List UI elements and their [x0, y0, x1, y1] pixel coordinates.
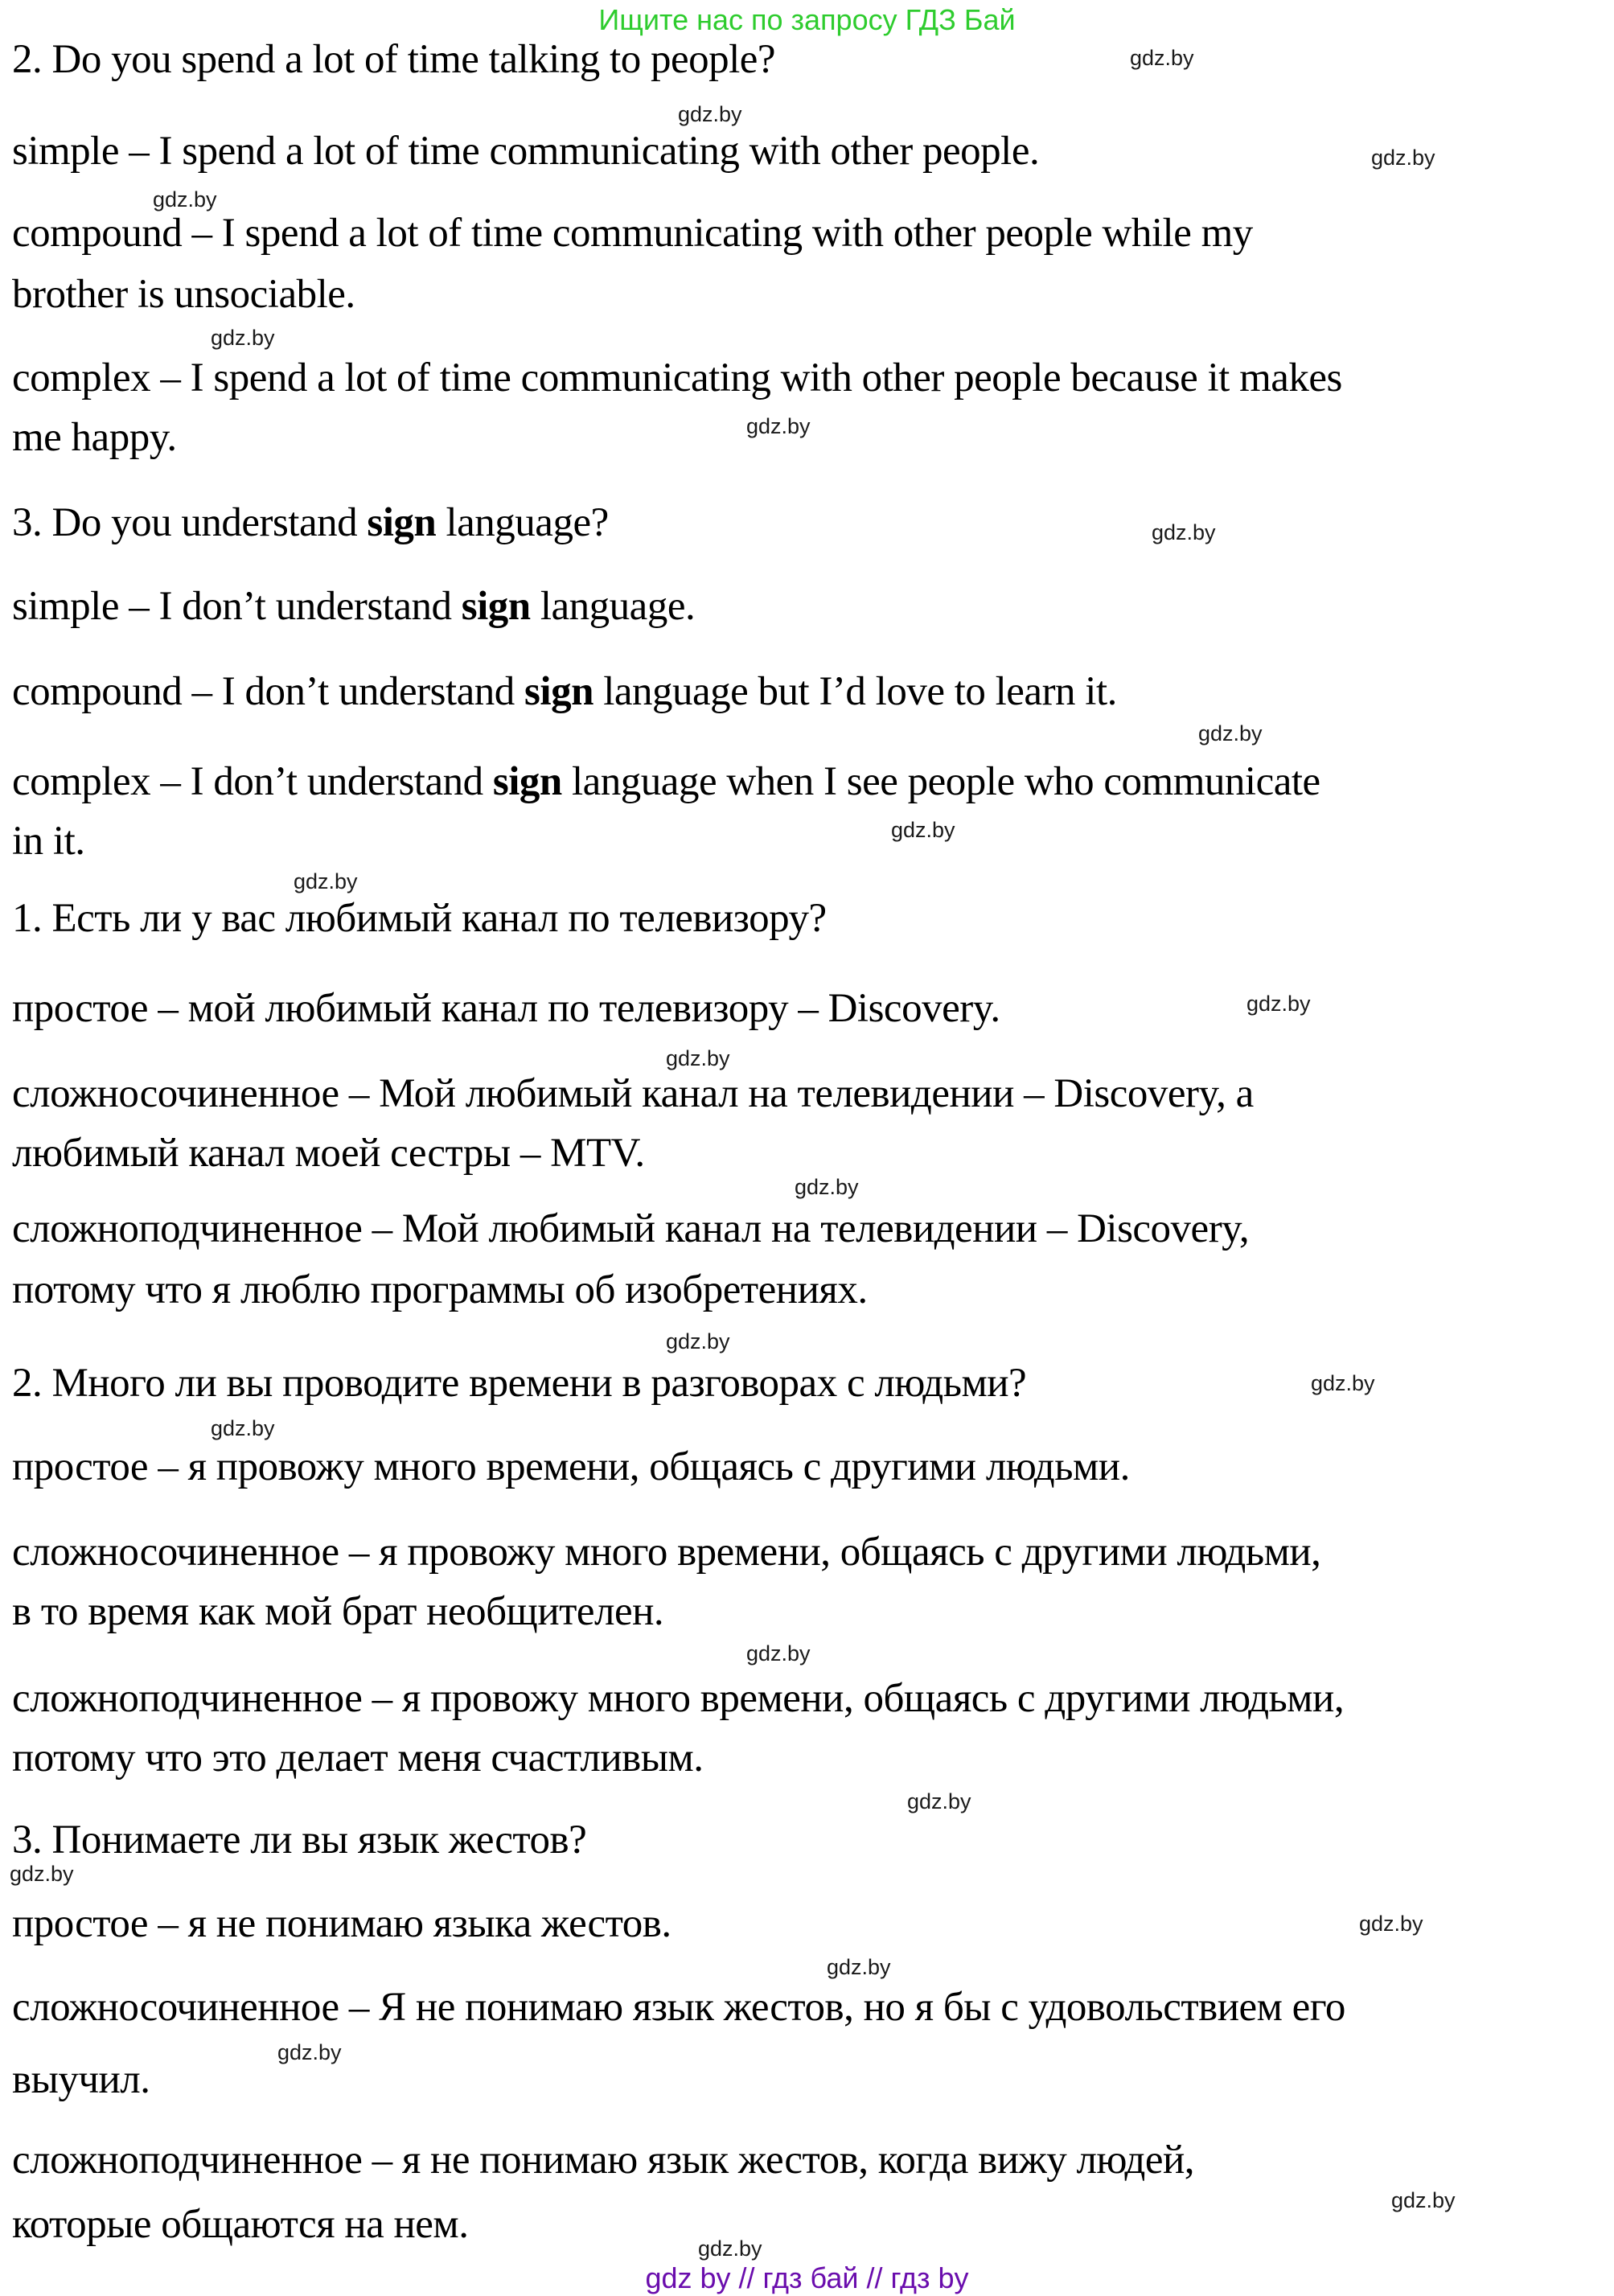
watermark-gdz: gdz.by [1391, 2188, 1456, 2212]
watermark-gdz: gdz.by [1311, 1371, 1375, 1395]
text-line [12, 1132, 645, 1176]
text-line [12, 502, 609, 545]
text-line [12, 1986, 1345, 2030]
text-segment: потому что это делает меня счастливым. [12, 1735, 704, 1781]
text-segment: simple – I don’t understand [12, 584, 462, 629]
text-segment: потому что я люблю программы об изобретениях. [12, 1267, 868, 1312]
bold-word: sign [461, 584, 531, 629]
watermark-gdz: gdz.by [1359, 1912, 1423, 1936]
text-line [12, 585, 695, 629]
text-segment: простое – я провожу много времени, общаясь с другими людьми. [12, 1444, 1130, 1489]
watermark-gdz: gdz.by [211, 1416, 275, 1440]
text-line [12, 39, 775, 82]
text-line [12, 1531, 1320, 1575]
watermark-gdz: gdz.by [746, 414, 811, 438]
watermark-gdz: gdz.by [1198, 721, 1263, 745]
page-header-banner: Ищите нас по запросу ГДЗ Бай [598, 3, 1016, 36]
page-footer-banner: gdz by // гдз бай // гдз by [645, 2261, 969, 2294]
text-segment: сложноподчиненное – я провожу много времени, общаясь с другими людьми, [12, 1676, 1345, 1721]
text-line [12, 820, 85, 864]
text-segment: compound – I spend a lot of time communicating with other people while my [12, 211, 1253, 256]
text-segment: сложноподчиненное – я не понимаю язык жестов, когда вижу людей, [12, 2138, 1195, 2183]
text-segment: 1. Есть ли у вас любимый канал по телевизору? [12, 896, 827, 941]
watermark-gdz: gdz.by [666, 1329, 730, 1353]
watermark-gdz: gdz.by [277, 2040, 342, 2064]
watermark-gdz: gdz.by [1246, 992, 1311, 1016]
text-line [12, 1362, 1026, 1406]
watermark-gdz: gdz.by [907, 1789, 971, 1813]
text-segment: 2. Много ли вы проводите времени в разговорах с людьми? [12, 1361, 1027, 1406]
text-line [12, 130, 1039, 174]
text-segment: сложносочиненное – Я не понимаю язык жестов, но я бы с удовольствием его [12, 1985, 1345, 2030]
text-line [12, 2059, 150, 2102]
text-segment: 3. Do you understand [12, 500, 368, 545]
text-line [12, 1269, 868, 1312]
text-line [12, 417, 177, 460]
text-segment: простое – я не понимаю языка жестов. [12, 1901, 671, 1946]
watermark-gdz: gdz.by [1152, 520, 1216, 544]
text-segment: me happy. [12, 415, 177, 460]
watermark-gdz: gdz.by [1371, 146, 1435, 170]
text-line [12, 1737, 703, 1781]
bold-word: sign [367, 500, 437, 545]
watermark-gdz: gdz.by [698, 2236, 762, 2261]
text-segment: brother is unsociable. [12, 272, 355, 317]
text-line [12, 1819, 586, 1863]
text-segment: любимый канал моей сестры – MTV. [12, 1131, 645, 1176]
watermark-gdz: gdz.by [827, 1955, 891, 1979]
text-segment: simple – I spend a lot of time communicating with other people. [12, 129, 1040, 174]
text-line [12, 2139, 1194, 2183]
text-segment: сложноподчиненное – Мой любимый канал на телевидении – Discovery, [12, 1206, 1250, 1251]
watermark-gdz: gdz.by [153, 187, 217, 212]
text-line [12, 1591, 663, 1634]
text-segment: выучил. [12, 2057, 150, 2102]
text-segment: language but I’d love to learn it. [593, 669, 1117, 714]
watermark-gdz: gdz.by [795, 1175, 859, 1199]
watermark-gdz: gdz.by [746, 1641, 811, 1666]
watermark-gdz: gdz.by [10, 1862, 74, 1886]
bold-word: sign [524, 669, 593, 714]
bold-word: sign [492, 759, 562, 804]
watermark-gdz: gdz.by [1130, 46, 1194, 70]
text-segment: language? [436, 500, 609, 545]
text-line [12, 2204, 468, 2247]
watermark-gdz: gdz.by [211, 326, 275, 350]
text-line [12, 1903, 671, 1946]
text-line [12, 273, 355, 317]
text-line [12, 988, 1000, 1031]
text-segment: сложносочиненное – Мой любимый канал на телевидении – Discovery, а [12, 1071, 1254, 1116]
text-segment: complex – I spend a lot of time communicating with other people because it makes [12, 355, 1342, 400]
text-segment: in it. [12, 819, 85, 864]
text-line [12, 357, 1342, 400]
text-line [12, 671, 1117, 714]
watermark-gdz: gdz.by [891, 818, 955, 842]
text-line [12, 1208, 1249, 1251]
text-line [12, 1073, 1254, 1116]
text-segment: которые общаются на нем. [12, 2202, 469, 2247]
text-segment: language when I see people who communicate [561, 759, 1320, 804]
text-segment: сложносочиненное – я провожу много времени, общаясь с другими людьми, [12, 1530, 1321, 1575]
text-segment: в то время как мой брат необщителен. [12, 1589, 664, 1634]
text-segment: complex – I don’t understand [12, 759, 493, 804]
text-segment: простое – мой любимый канал по телевизору – Discovery. [12, 986, 1000, 1031]
text-line [12, 212, 1253, 256]
text-line [12, 897, 827, 941]
watermark-gdz: gdz.by [294, 869, 358, 893]
text-segment: language. [530, 584, 696, 629]
text-line [12, 761, 1320, 804]
text-segment: compound – I don’t understand [12, 669, 525, 714]
text-line [12, 1446, 1130, 1489]
text-segment: 2. Do you spend a lot of time talking to people? [12, 37, 776, 82]
text-segment: 3. Понимаете ли вы язык жестов? [12, 1817, 587, 1863]
watermark-gdz: gdz.by [666, 1046, 730, 1070]
watermark-gdz: gdz.by [678, 102, 742, 126]
text-line [12, 1678, 1344, 1721]
